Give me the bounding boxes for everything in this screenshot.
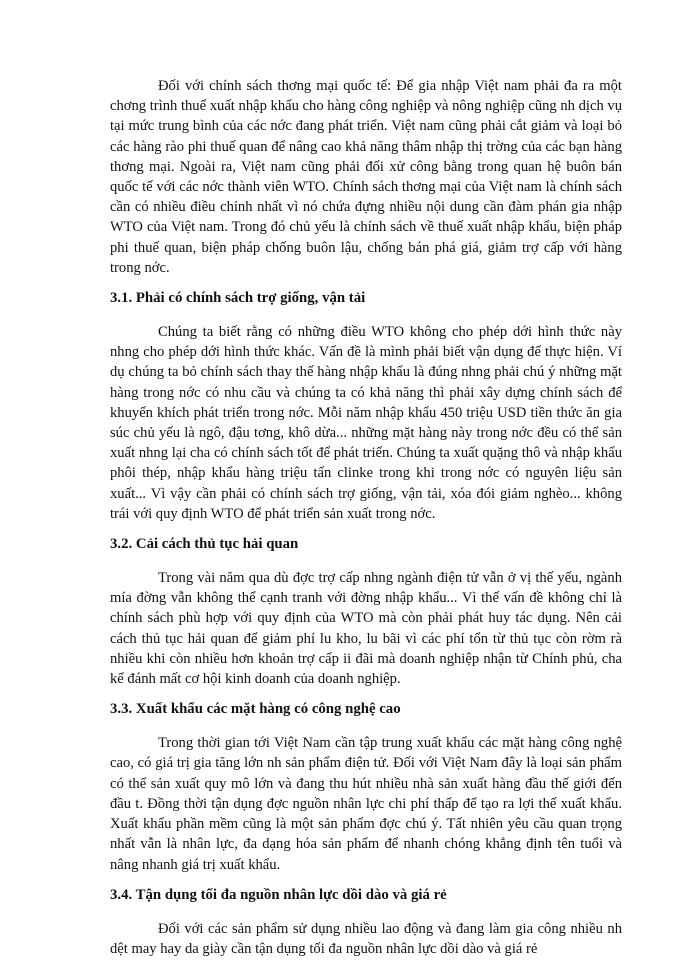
section-paragraph-3-1: Chúng ta biết rằng có những điều WTO không cho phép dới hình thức này nhng cho phép dới hình thức khác. Vấn đề là mình phải biết vận dụng để thực hiện. Ví dụ chúng ta bỏ chính sách thay thế hàng nhập khẩu là đúng nhng phải chú ý những mặt hàng trong nớc có nhu cầu và chúng ta có khả năng thì phải xây dựng chính sách để khuyến khích phát triển trong nớc. Mỗi năm nhập khẩu 450 triệu USD tiền thức ăn gia súc chủ yếu là ngô, đậu tơng, khô dừa... những mặt hàng này trong nớc đều có thể sản xuất nhng lại cha có chính sách tốt để phát triển. Chúng ta xuất quặng thô và nhập khẩu phôi thép, nhập khẩu hàng triệu tấn clinke trong khi trong nớc có nguyên liệu sản xuất... Vì vậy cần phải có chính sách trợ giống, vận tải, xóa đói giảm nghèo... không trái với quy định WTO để phát triển sản xuất trong nớc. [110,324,622,522]
section-heading-3-3: 3.3. Xuất khẩu các mặt hàng có công nghệ cao [110,701,401,718]
section-paragraph-3-3: Trong thời gian tới Việt Nam cần tập trung xuất khẩu các mặt hàng công nghệ cao, có giá trị gia tăng lớn nh sản phẩm điện tử. Đối với Việt Nam đây là loại sản phẩm có thể sản xuất quy mô lớn và đang thu hút nhiều nhà sản xuất hàng đầu thế giới đến đầu t. Đồng thời tận dụng đợc nguồn nhân lực chi phí thấp để tạo ra lợi thế xuất khẩu. Xuất khẩu phần mềm cũng là một sản phẩm đợc chú ý. Tất nhiên yêu cầu quan trọng nhất vẫn là nhân lực, đa dạng hóa sản phẩm để nhanh chóng khẳng định tên tuổi và nâng nhanh giá trị xuất khẩu. [110,735,622,873]
section-heading-3-1: 3.1. Phải có chính sách trợ giống, vận tải [110,290,366,307]
document-body [110,76,622,969]
section-paragraph-3-4: Đối với các sản phẩm sử dụng nhiều lao động và đang làm gia công nhiều nh dệt may hay da giày cần tận dụng tối đa nguồn nhân lực dồi dào và giá rẻ [110,920,622,957]
section-heading-3-4: 3.4. Tận dụng tối đa nguồn nhân lực dồi dào và giá rẻ [110,886,447,903]
section-heading-3-2: 3.2. Cải cách thủ tục hải quan [110,536,299,553]
intro-paragraph: Đối với chính sách thơng mại quốc tế: Để gia nhập Việt nam phải đa ra một chơng trình thuế xuất nhập khẩu cho hàng công nghiệp và nông nghiệp cũng nh dịch vụ tại mức trung bình của các nớc đang phát triển. Việt nam cũng phải cắt giảm và loại bỏ các hàng rào phi thuế quan để nâng cao khả năng thâm nhập thị trờng của các bạn hàng thơng mại. Ngoài ra, Việt nam cũng phải đối xử công bằng trong quan hệ buôn bán quốc tế với các nớc thành viên WTO. Chính sách thơng mại của Việt nam là chính sách cần có nhiều điều chỉnh nhất vì nó chứa đựng nhiều nội dung cần đàm phán gia nhập WTO của Việt nam. Trong đó chủ yếu là chính sách về thuế xuất nhập khẩu, biện pháp phi thuế quan, biện pháp chống buôn lậu, chống bán phá giá, giảm trợ cấp với hàng trong nớc. [110,78,622,276]
section-paragraph-3-2: Trong vài năm qua dù đợc trợ cấp nhng ngành điện tử vẫn ở vị thế yếu, ngành mía đờng vẫn không thể cạnh tranh với đờng nhập khẩu... Vì thế vấn đề không chỉ là chính sách phù hợp với quy định của WTO mà còn phải phát huy tác dụng. Nên cải cách thủ tục hải quan để giảm phí lu kho, lu bãi vì các phí tổn từ thủ tục còn rờm rà nhiều khi còn nhiều hơn khoản trợ cấp ii đãi mà doanh nghiệp nhận từ Chính phủ, cha kể đánh mất cơ hội kinh doanh của doanh nghiệp. [110,570,622,688]
